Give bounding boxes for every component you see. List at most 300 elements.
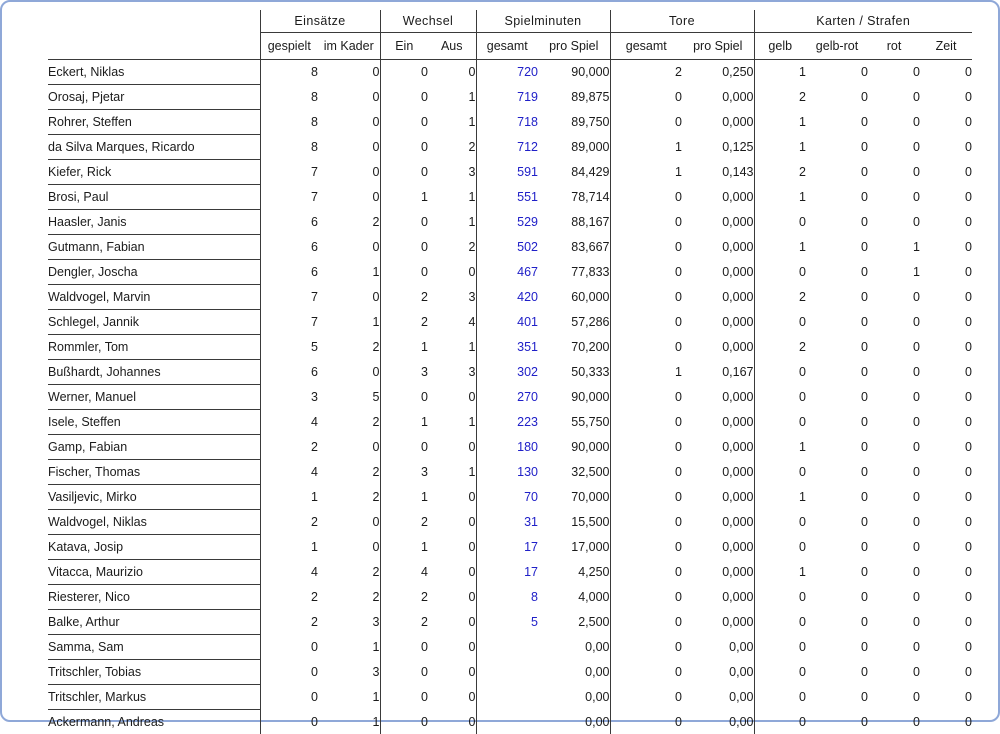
table-row (48, 385, 972, 410)
cell-aus: 0 (428, 560, 476, 585)
cell-gelb: 0 (754, 210, 806, 235)
cell-ein: 0 (380, 685, 428, 710)
cell-rot: 1 (868, 260, 920, 285)
cell-tore-pro-spiel: 0,000 (682, 585, 754, 610)
cell-ein: 0 (380, 260, 428, 285)
cell-minuten-pro-spiel: 90,000 (538, 60, 610, 85)
cell-ein: 2 (380, 310, 428, 335)
cell-zeit: 0 (920, 635, 972, 660)
cell-gelb: 0 (754, 610, 806, 635)
cell-gespielt: 7 (260, 185, 318, 210)
cell-minuten-gesamt: 529 (476, 210, 538, 235)
cell-minuten-gesamt (476, 635, 538, 660)
table-row (48, 660, 972, 685)
cell-minuten-gesamt: 401 (476, 310, 538, 335)
cell-zeit: 0 (920, 185, 972, 210)
group-header-row (48, 10, 972, 33)
column-header-minuten-gesamt: gesamt (476, 33, 538, 60)
cell-rot: 0 (868, 310, 920, 335)
cell-tore-gesamt: 0 (610, 185, 682, 210)
column-header-im-kader: im Kader (318, 33, 380, 60)
cell-gespielt: 4 (260, 460, 318, 485)
cell-zeit: 0 (920, 160, 972, 185)
player-name: Haasler, Janis (48, 210, 260, 235)
cell-minuten-pro-spiel: 0,00 (538, 685, 610, 710)
cell-tore-gesamt: 0 (610, 410, 682, 435)
cell-gelb-rot: 0 (806, 560, 868, 585)
cell-minuten-gesamt: 551 (476, 185, 538, 210)
cell-minuten-gesamt (476, 685, 538, 710)
cell-im-kader: 0 (318, 135, 380, 160)
table-row (48, 510, 972, 535)
cell-tore-pro-spiel: 0,000 (682, 535, 754, 560)
cell-im-kader: 3 (318, 660, 380, 685)
cell-im-kader: 0 (318, 285, 380, 310)
cell-tore-gesamt: 0 (610, 435, 682, 460)
player-name: Werner, Manuel (48, 385, 260, 410)
table-header (48, 10, 972, 60)
cell-gelb: 1 (754, 110, 806, 135)
cell-tore-pro-spiel: 0,000 (682, 560, 754, 585)
group-header-karten-strafen: Karten / Strafen (754, 10, 972, 33)
player-name: Vasiljevic, Mirko (48, 485, 260, 510)
cell-ein: 0 (380, 210, 428, 235)
cell-zeit: 0 (920, 710, 972, 734)
cell-minuten-gesamt: 420 (476, 285, 538, 310)
table-row (48, 160, 972, 185)
cell-minuten-gesamt: 467 (476, 260, 538, 285)
cell-rot: 0 (868, 485, 920, 510)
group-header-wechsel: Wechsel (380, 10, 476, 33)
cell-gespielt: 4 (260, 560, 318, 585)
cell-rot: 0 (868, 560, 920, 585)
cell-zeit: 0 (920, 210, 972, 235)
cell-minuten-gesamt: 720 (476, 60, 538, 85)
player-name: Orosaj, Pjetar (48, 85, 260, 110)
column-header-ein: Ein (380, 33, 428, 60)
cell-im-kader: 5 (318, 385, 380, 410)
cell-zeit: 0 (920, 85, 972, 110)
cell-minuten-gesamt: 17 (476, 560, 538, 585)
cell-minuten-pro-spiel: 0,00 (538, 710, 610, 734)
cell-gespielt: 6 (260, 210, 318, 235)
cell-gelb-rot: 0 (806, 485, 868, 510)
cell-tore-gesamt: 1 (610, 135, 682, 160)
cell-ein: 0 (380, 160, 428, 185)
cell-gespielt: 7 (260, 285, 318, 310)
cell-gelb-rot: 0 (806, 85, 868, 110)
cell-gelb: 0 (754, 685, 806, 710)
player-name: Tritschler, Tobias (48, 660, 260, 685)
cell-im-kader: 1 (318, 710, 380, 734)
cell-tore-gesamt: 0 (610, 485, 682, 510)
column-header-zeit: Zeit (920, 33, 972, 60)
cell-zeit: 0 (920, 335, 972, 360)
cell-tore-pro-spiel: 0,000 (682, 210, 754, 235)
cell-minuten-pro-spiel: 90,000 (538, 385, 610, 410)
cell-rot: 0 (868, 410, 920, 435)
cell-tore-pro-spiel: 0,143 (682, 160, 754, 185)
cell-zeit: 0 (920, 235, 972, 260)
cell-im-kader: 3 (318, 610, 380, 635)
cell-gelb: 0 (754, 535, 806, 560)
cell-tore-gesamt: 0 (610, 610, 682, 635)
column-header-tore-pro-spiel: pro Spiel (682, 33, 754, 60)
cell-gelb: 0 (754, 660, 806, 685)
cell-zeit: 0 (920, 585, 972, 610)
cell-ein: 2 (380, 285, 428, 310)
cell-rot: 0 (868, 285, 920, 310)
cell-tore-pro-spiel: 0,000 (682, 110, 754, 135)
cell-tore-pro-spiel: 0,000 (682, 235, 754, 260)
cell-minuten-gesamt: 130 (476, 460, 538, 485)
cell-im-kader: 1 (318, 685, 380, 710)
cell-tore-gesamt: 0 (610, 385, 682, 410)
cell-minuten-pro-spiel: 0,00 (538, 660, 610, 685)
cell-gelb: 0 (754, 310, 806, 335)
table-row (48, 460, 972, 485)
cell-tore-pro-spiel: 0,000 (682, 610, 754, 635)
cell-gelb-rot: 0 (806, 635, 868, 660)
cell-tore-pro-spiel: 0,000 (682, 485, 754, 510)
cell-minuten-pro-spiel: 50,333 (538, 360, 610, 385)
cell-zeit: 0 (920, 410, 972, 435)
cell-tore-pro-spiel: 0,00 (682, 660, 754, 685)
cell-zeit: 0 (920, 660, 972, 685)
cell-gelb-rot: 0 (806, 210, 868, 235)
table-row (48, 635, 972, 660)
cell-tore-pro-spiel: 0,00 (682, 685, 754, 710)
cell-ein: 0 (380, 85, 428, 110)
cell-rot: 0 (868, 510, 920, 535)
cell-tore-gesamt: 0 (610, 310, 682, 335)
table-row (48, 260, 972, 285)
cell-gelb: 1 (754, 485, 806, 510)
cell-zeit: 0 (920, 360, 972, 385)
cell-minuten-pro-spiel: 2,500 (538, 610, 610, 635)
cell-zeit: 0 (920, 435, 972, 460)
cell-zeit: 0 (920, 285, 972, 310)
cell-gespielt: 6 (260, 260, 318, 285)
cell-gespielt: 3 (260, 385, 318, 410)
cell-minuten-pro-spiel: 78,714 (538, 185, 610, 210)
player-name: Gamp, Fabian (48, 435, 260, 460)
cell-minuten-gesamt (476, 660, 538, 685)
player-name: Bußhardt, Johannes (48, 360, 260, 385)
cell-tore-gesamt: 0 (610, 335, 682, 360)
cell-tore-pro-spiel: 0,000 (682, 435, 754, 460)
cell-im-kader: 0 (318, 535, 380, 560)
cell-gespielt: 6 (260, 360, 318, 385)
cell-tore-pro-spiel: 0,000 (682, 85, 754, 110)
cell-aus: 0 (428, 635, 476, 660)
player-name: Waldvogel, Marvin (48, 285, 260, 310)
table-row (48, 60, 972, 85)
cell-tore-pro-spiel: 0,00 (682, 635, 754, 660)
cell-gelb: 0 (754, 360, 806, 385)
cell-gelb: 0 (754, 460, 806, 485)
player-name: Ackermann, Andreas (48, 710, 260, 734)
cell-gespielt: 2 (260, 610, 318, 635)
cell-ein: 0 (380, 235, 428, 260)
cell-tore-gesamt: 0 (610, 585, 682, 610)
cell-aus: 3 (428, 360, 476, 385)
cell-rot: 0 (868, 660, 920, 685)
column-header-aus: Aus (428, 33, 476, 60)
cell-gespielt: 2 (260, 510, 318, 535)
cell-minuten-gesamt: 223 (476, 410, 538, 435)
cell-rot: 1 (868, 235, 920, 260)
cell-ein: 0 (380, 135, 428, 160)
cell-ein: 0 (380, 710, 428, 734)
table-row (48, 535, 972, 560)
cell-minuten-pro-spiel: 17,000 (538, 535, 610, 560)
cell-zeit: 0 (920, 385, 972, 410)
cell-gelb-rot: 0 (806, 335, 868, 360)
cell-rot: 0 (868, 185, 920, 210)
cell-im-kader: 2 (318, 460, 380, 485)
cell-gelb-rot: 0 (806, 535, 868, 560)
cell-ein: 0 (380, 110, 428, 135)
cell-minuten-pro-spiel: 0,00 (538, 635, 610, 660)
cell-im-kader: 0 (318, 185, 380, 210)
cell-ein: 0 (380, 60, 428, 85)
column-header-minuten-pro-spiel: pro Spiel (538, 33, 610, 60)
cell-gelb: 0 (754, 710, 806, 734)
cell-gelb-rot: 0 (806, 60, 868, 85)
cell-gelb-rot: 0 (806, 435, 868, 460)
cell-zeit: 0 (920, 610, 972, 635)
cell-gelb: 0 (754, 585, 806, 610)
cell-gelb: 1 (754, 560, 806, 585)
cell-rot: 0 (868, 335, 920, 360)
cell-zeit: 0 (920, 310, 972, 335)
group-header-tore: Tore (610, 10, 754, 33)
cell-minuten-gesamt: 8 (476, 585, 538, 610)
cell-rot: 0 (868, 610, 920, 635)
cell-ein: 4 (380, 560, 428, 585)
cell-gelb-rot: 0 (806, 410, 868, 435)
cell-ein: 0 (380, 385, 428, 410)
cell-tore-gesamt: 0 (610, 560, 682, 585)
column-header-gespielt: gespielt (260, 33, 318, 60)
cell-zeit: 0 (920, 685, 972, 710)
cell-gespielt: 0 (260, 710, 318, 734)
cell-im-kader: 1 (318, 310, 380, 335)
player-name: Tritschler, Markus (48, 685, 260, 710)
cell-aus: 0 (428, 385, 476, 410)
cell-tore-gesamt: 0 (610, 635, 682, 660)
cell-tore-gesamt: 0 (610, 285, 682, 310)
cell-minuten-gesamt: 70 (476, 485, 538, 510)
cell-aus: 0 (428, 685, 476, 710)
cell-rot: 0 (868, 60, 920, 85)
player-name: Fischer, Thomas (48, 460, 260, 485)
table-row (48, 110, 972, 135)
cell-ein: 3 (380, 460, 428, 485)
cell-minuten-gesamt: 719 (476, 85, 538, 110)
player-name: Waldvogel, Niklas (48, 510, 260, 535)
cell-zeit: 0 (920, 560, 972, 585)
group-header-blank (48, 10, 260, 33)
cell-gelb-rot: 0 (806, 385, 868, 410)
cell-zeit: 0 (920, 510, 972, 535)
cell-tore-gesamt: 0 (610, 235, 682, 260)
cell-aus: 3 (428, 285, 476, 310)
cell-gelb-rot: 0 (806, 510, 868, 535)
cell-tore-gesamt: 2 (610, 60, 682, 85)
cell-aus: 1 (428, 185, 476, 210)
cell-aus: 1 (428, 210, 476, 235)
cell-gespielt: 7 (260, 310, 318, 335)
cell-tore-gesamt: 1 (610, 360, 682, 385)
player-name: Rohrer, Steffen (48, 110, 260, 135)
table-row (48, 585, 972, 610)
cell-zeit: 0 (920, 110, 972, 135)
cell-ein: 1 (380, 185, 428, 210)
cell-gespielt: 0 (260, 685, 318, 710)
cell-rot: 0 (868, 535, 920, 560)
cell-ein: 2 (380, 585, 428, 610)
cell-minuten-pro-spiel: 57,286 (538, 310, 610, 335)
player-name: Kiefer, Rick (48, 160, 260, 185)
cell-minuten-pro-spiel: 90,000 (538, 435, 610, 460)
column-header-tore-gesamt: gesamt (610, 33, 682, 60)
cell-gelb: 1 (754, 435, 806, 460)
cell-im-kader: 2 (318, 410, 380, 435)
cell-gelb-rot: 0 (806, 310, 868, 335)
column-header-gelb: gelb (754, 33, 806, 60)
cell-im-kader: 2 (318, 560, 380, 585)
cell-minuten-pro-spiel: 4,000 (538, 585, 610, 610)
cell-gespielt: 7 (260, 160, 318, 185)
table-row (48, 560, 972, 585)
cell-gelb-rot: 0 (806, 660, 868, 685)
cell-tore-gesamt: 0 (610, 535, 682, 560)
cell-aus: 2 (428, 235, 476, 260)
cell-gespielt: 8 (260, 60, 318, 85)
table-row (48, 135, 972, 160)
cell-minuten-pro-spiel: 89,875 (538, 85, 610, 110)
cell-im-kader: 0 (318, 160, 380, 185)
player-name: Brosi, Paul (48, 185, 260, 210)
cell-minuten-gesamt: 591 (476, 160, 538, 185)
player-name: Vitacca, Maurizio (48, 560, 260, 585)
cell-aus: 3 (428, 160, 476, 185)
cell-rot: 0 (868, 385, 920, 410)
cell-ein: 1 (380, 535, 428, 560)
cell-zeit: 0 (920, 460, 972, 485)
table-row (48, 235, 972, 260)
cell-ein: 0 (380, 660, 428, 685)
cell-aus: 1 (428, 460, 476, 485)
column-header-blank (48, 33, 260, 60)
cell-rot: 0 (868, 585, 920, 610)
cell-aus: 0 (428, 660, 476, 685)
cell-tore-gesamt: 0 (610, 110, 682, 135)
cell-im-kader: 0 (318, 360, 380, 385)
cell-ein: 1 (380, 410, 428, 435)
cell-zeit: 0 (920, 135, 972, 160)
cell-tore-gesamt: 0 (610, 660, 682, 685)
cell-minuten-gesamt: 17 (476, 535, 538, 560)
cell-minuten-gesamt: 5 (476, 610, 538, 635)
cell-gelb-rot: 0 (806, 285, 868, 310)
cell-aus: 1 (428, 410, 476, 435)
cell-tore-pro-spiel: 0,00 (682, 710, 754, 734)
cell-ein: 2 (380, 510, 428, 535)
cell-aus: 0 (428, 485, 476, 510)
cell-gelb-rot: 0 (806, 585, 868, 610)
cell-tore-pro-spiel: 0,000 (682, 335, 754, 360)
cell-im-kader: 0 (318, 85, 380, 110)
cell-minuten-pro-spiel: 4,250 (538, 560, 610, 585)
cell-aus: 0 (428, 60, 476, 85)
cell-zeit: 0 (920, 535, 972, 560)
cell-tore-gesamt: 0 (610, 510, 682, 535)
cell-rot: 0 (868, 685, 920, 710)
cell-gespielt: 6 (260, 235, 318, 260)
cell-aus: 0 (428, 710, 476, 734)
cell-zeit: 0 (920, 485, 972, 510)
cell-gelb-rot: 0 (806, 460, 868, 485)
cell-aus: 0 (428, 585, 476, 610)
table-row (48, 335, 972, 360)
player-name: Isele, Steffen (48, 410, 260, 435)
cell-gespielt: 8 (260, 110, 318, 135)
cell-aus: 0 (428, 260, 476, 285)
group-header-spielminuten: Spielminuten (476, 10, 610, 33)
cell-gespielt: 0 (260, 660, 318, 685)
cell-gelb: 0 (754, 260, 806, 285)
column-header-rot: rot (868, 33, 920, 60)
cell-im-kader: 0 (318, 60, 380, 85)
cell-tore-pro-spiel: 0,125 (682, 135, 754, 160)
cell-ein: 2 (380, 610, 428, 635)
group-header-einsaetze: Einsätze (260, 10, 380, 33)
cell-gelb-rot: 0 (806, 135, 868, 160)
cell-ein: 0 (380, 635, 428, 660)
table-row (48, 360, 972, 385)
cell-ein: 0 (380, 435, 428, 460)
cell-tore-gesamt: 0 (610, 710, 682, 734)
cell-gespielt: 8 (260, 85, 318, 110)
cell-gelb-rot: 0 (806, 185, 868, 210)
cell-tore-gesamt: 0 (610, 460, 682, 485)
cell-tore-pro-spiel: 0,167 (682, 360, 754, 385)
cell-gespielt: 1 (260, 485, 318, 510)
cell-tore-pro-spiel: 0,000 (682, 385, 754, 410)
player-name: Rommler, Tom (48, 335, 260, 360)
cell-aus: 0 (428, 610, 476, 635)
cell-gelb: 1 (754, 60, 806, 85)
cell-gelb: 0 (754, 635, 806, 660)
cell-gelb: 2 (754, 285, 806, 310)
cell-rot: 0 (868, 160, 920, 185)
cell-tore-gesamt: 0 (610, 260, 682, 285)
table-row (48, 685, 972, 710)
cell-minuten-pro-spiel: 70,200 (538, 335, 610, 360)
player-name: Dengler, Joscha (48, 260, 260, 285)
cell-gelb: 1 (754, 135, 806, 160)
table-row (48, 310, 972, 335)
cell-tore-pro-spiel: 0,000 (682, 260, 754, 285)
player-name: Gutmann, Fabian (48, 235, 260, 260)
cell-im-kader: 0 (318, 435, 380, 460)
cell-aus: 1 (428, 110, 476, 135)
table-body (48, 60, 972, 734)
cell-gelb: 1 (754, 235, 806, 260)
